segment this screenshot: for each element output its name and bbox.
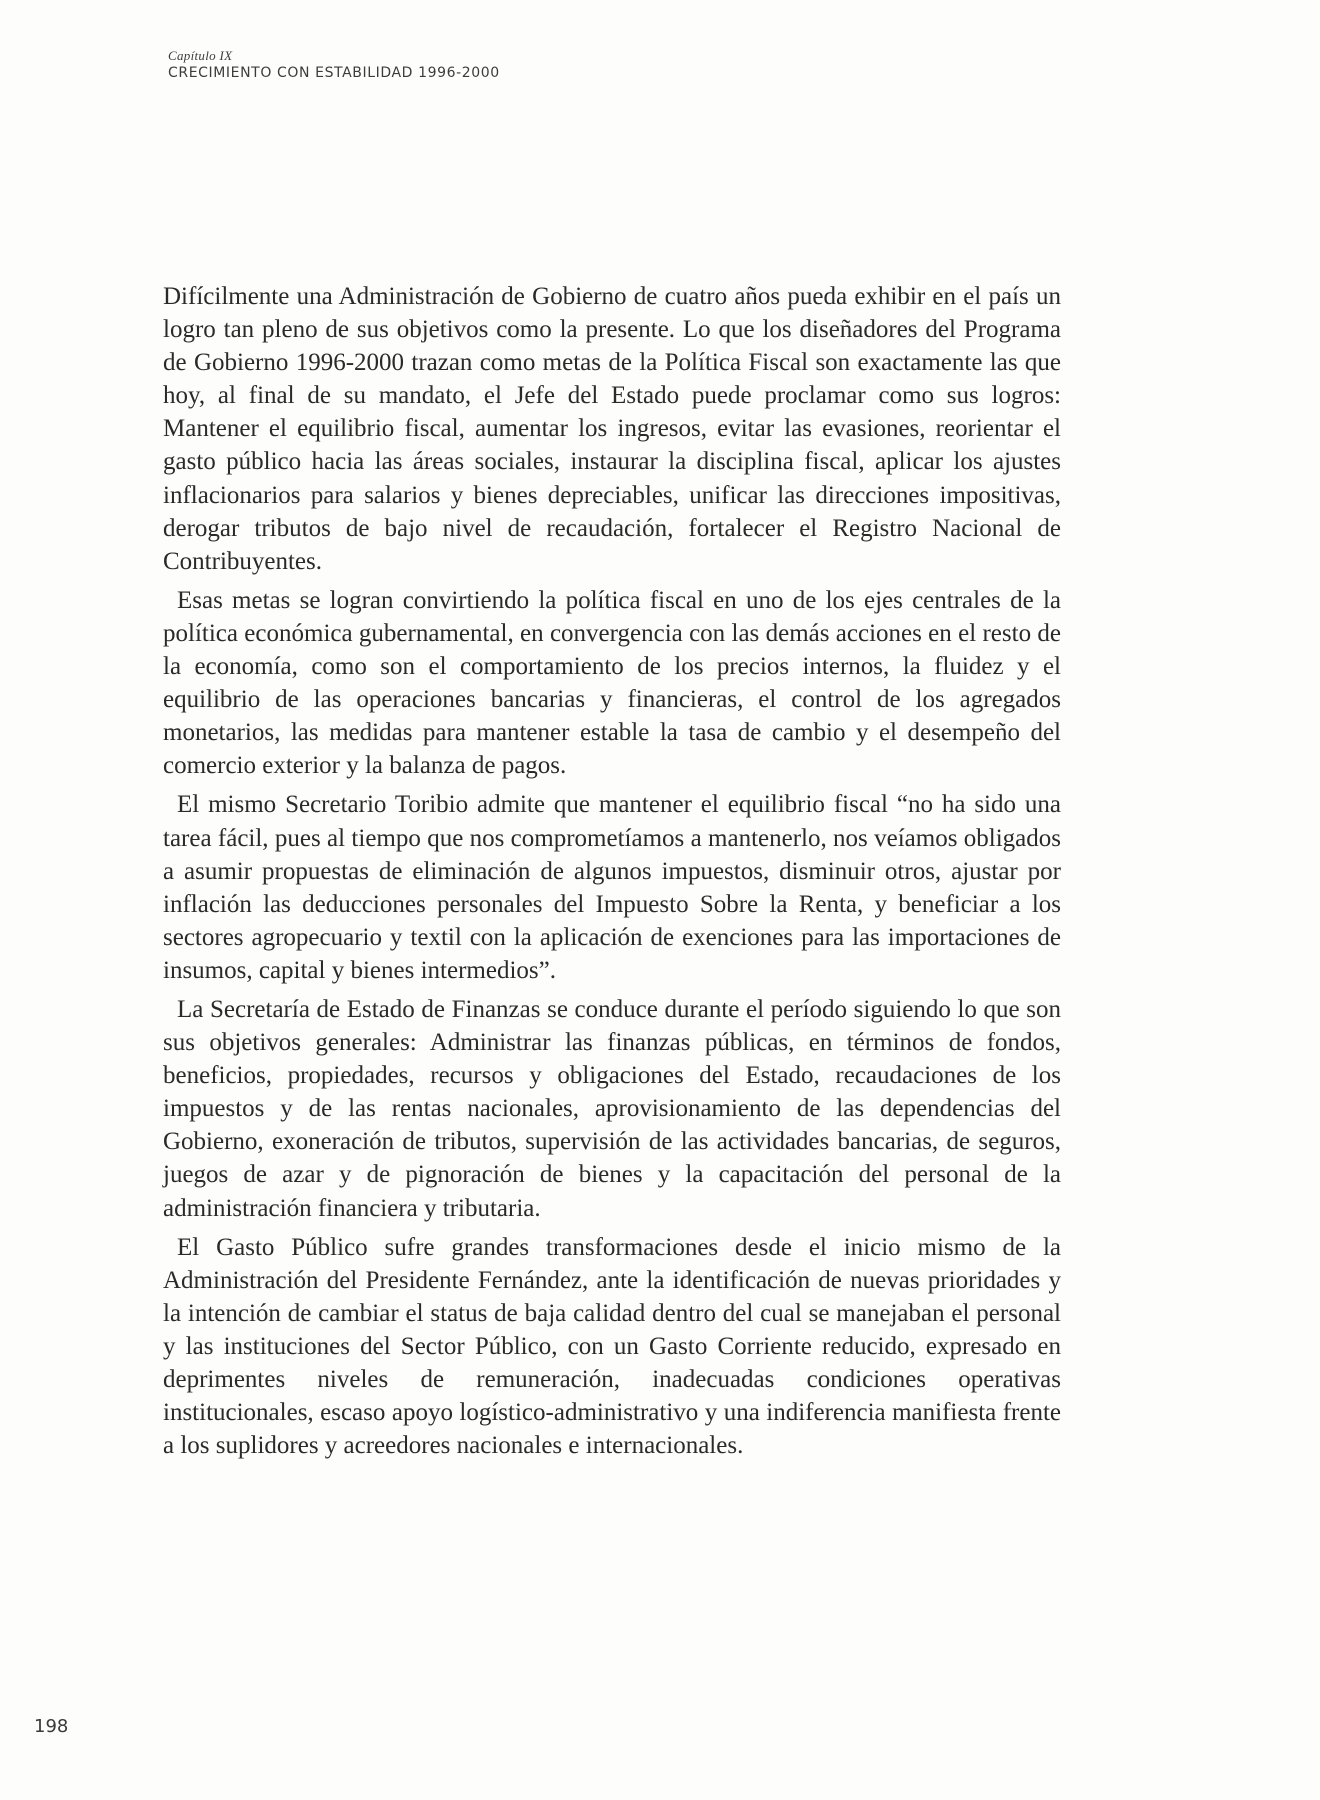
paragraph: Esas metas se logran convirtiendo la política fiscal en uno de los ejes centrales de la política económica gubernamental, en convergencia con las demás acciones en el resto de la economía, como son el comportamiento de los precios internos, la fluidez y el equilibrio de las operaciones bancarias y financieras, el control de los agregados monetarios, las medidas para mantener estable la tasa de cambio y el desempeño del comercio exterior y la balanza de pagos.	[163, 586, 1061, 780]
paragraph: Difícilmente una Administración de Gobierno de cuatro años pueda exhibir en el país un logro tan pleno de sus objetivos como la presente. Lo que los diseñadores del Programa de Gobierno 1996-2000 trazan como metas de la Política Fiscal son exactamente las que hoy, al final de su mandato, el Jefe del Estado puede proclamar como sus logros: Mantener el equilibrio fiscal, aumentar los ingresos, evitar las evasiones, reorientar el gasto público hacia las áreas sociales, instaurar la disciplina fiscal, aplicar los ajustes inflacionarios para salarios y bienes depreciables, unificar las direcciones impositivas, derogar tributos de bajo nivel de recaudación, fortalecer el Registro Nacional de Contribuyentes.	[163, 283, 1061, 575]
chapter-label: Capítulo IX	[168, 48, 233, 63]
paragraph: El mismo Secretario Toribio admite que mantener el equilibrio fiscal “no ha sido una tarea fácil, pues al tiempo que nos comprometíamos a mantenerlo, nos veíamos obligados a asumir propuestas de eliminación de algunos impuestos, disminuir otros, ajustar por inflación las deducciones personales del Impuesto Sobre la Renta, y beneficiar a los sectores agropecuario y textil con la aplicación de exenciones para las importaciones de insumos, capital y bienes intermedios”.	[163, 791, 1061, 984]
paragraph: La Secretaría de Estado de Finanzas se conduce durante el período siguiendo lo que son sus objetivos generales: Administrar las finanzas públicas, en términos de fondos, beneficios, propiedades, recursos y obligaciones del Estado, recaudaciones de los impuestos y de las rentas nacionales, aprovisionamiento de las dependencias del Gobierno, exoneración de tributos, supervisión de las actividades bancarias, de seguros, juegos de azar y de pignoración de bienes y la capacitación del personal de la administración financiera y tributaria.	[163, 995, 1061, 1222]
page-number: 198	[34, 1716, 69, 1737]
body-text	[163, 280, 1061, 1468]
paragraph: El Gasto Público sufre grandes transformaciones desde el inicio mismo de la Administración del Presidente Fernández, ante la identificación de nuevas prioridades y la intención de cambiar el status de baja calidad dentro del cual se manejaban el personal y las instituciones del Sector Público, con un Gasto Corriente reducido, expresado en deprimentes niveles de remuneración, inadecuadas condiciones operativas institucionales, escaso apoyo logístico-administrativo y una indiferencia manifiesta frente a los suplidores y acreedores nacionales e internacionales.	[163, 1233, 1061, 1460]
running-head	[168, 48, 500, 82]
chapter-title: CRECIMIENTO CON ESTABILIDAD 1996-2000	[168, 65, 500, 81]
